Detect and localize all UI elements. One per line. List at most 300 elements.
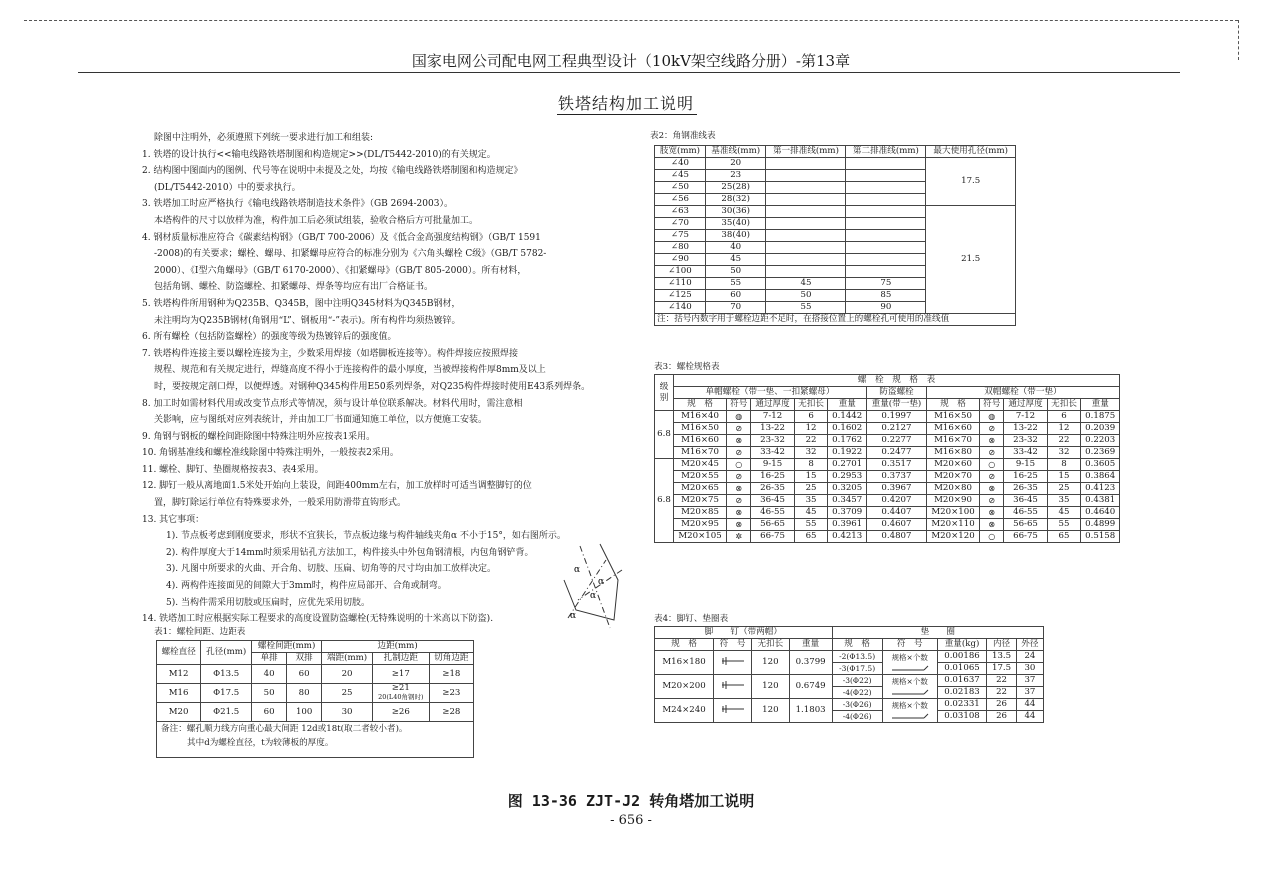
table-cell: M24×240 (655, 699, 714, 723)
column-header: 扎制边距 (372, 653, 429, 665)
column-header: 内径 (987, 639, 1017, 651)
table-cell: M20×85 (674, 507, 727, 519)
table-header-row (655, 387, 1120, 399)
column-header: 重量 (1081, 399, 1120, 411)
table-cell: 30 (322, 703, 373, 722)
table-row (655, 519, 1120, 531)
column-header: 无扣长 (752, 639, 790, 651)
table-cell: ∠40 (655, 158, 706, 170)
table-cell: 8 (1047, 459, 1081, 471)
table-cell: 22 (987, 675, 1017, 687)
note-line: 3). 凡图中所要求的火曲、开合角、切肢、压扁、切角等的尺寸均由加工放样决定。 (166, 564, 496, 575)
figure-caption: 图 13-36 ZJT-J2 转角塔加工说明 (507, 792, 755, 810)
table-cell: M20×75 (674, 495, 727, 507)
note-line: 2). 构件厚度大于14mm时须采用钻孔方法加工，构件接头中外包角钢清根，内包角钢铲背。 (166, 547, 534, 558)
bolt-symbol-icon: ⊗ (727, 519, 751, 531)
table-cell (846, 242, 926, 254)
table-cell: 55 (794, 519, 828, 531)
table-row (655, 495, 1120, 507)
note-line: 除图中注明外，必须遵照下列统一要求进行加工和组装: (154, 133, 374, 143)
note-line: 置，脚钉除运行单位有特殊要求外，一般采用防滑带直钩形式。 (154, 498, 407, 509)
note-line: 规程、规范和有关规定进行，焊缝高度不得小于连接构件的最小厚度，当被焊接构件厚8mm及以上 (154, 365, 546, 376)
note-line: 7. 铁塔构件连接主要以螺栓连接为主，少数采用焊接（如塔脚板连接等）。构件焊接应按照焊接 (142, 348, 518, 359)
table1-note-line1: 备注：螺孔顺力线方向重心最大间距 12d或18t(取二者较小者)。 (161, 724, 408, 734)
table-cell: 0.2477 (866, 447, 926, 459)
washer-symbol-label: 规格×个数 (891, 652, 928, 662)
table-cell: 24 (1016, 651, 1043, 663)
column-header: 螺栓直径 (157, 641, 201, 665)
table4-caption: 表4：脚钉、垫圈表 (654, 614, 729, 624)
table-cell: 0.1997 (866, 411, 926, 423)
table-cell: M16×60 (926, 423, 979, 435)
note-line: 4. 钢材质量标准应符合《碳素结构钢》（GB/T 700-2006）及《低合金高强度结构钢》（GB/T 1591 (142, 232, 541, 243)
bolt-symbol-icon: ◍ (727, 411, 751, 423)
table-cell: 0.02331 (937, 699, 987, 711)
table-cell: 0.4807 (866, 531, 926, 543)
note-line: 4). 两构件连接面见的间隙大于3mm时，构件应局部开、合角或制弯。 (166, 581, 447, 592)
table2-caption: 表2：角钢准线表 (650, 131, 716, 141)
column-header: 规 格 (674, 399, 727, 411)
table-cell: 32 (794, 447, 828, 459)
bolt-symbol-icon: ⊗ (980, 507, 1004, 519)
table-cell (846, 266, 926, 278)
note-line: -2008)的有关要求；螺栓、螺母、扣紧螺母应符合的标准分别为《六角头螺栓 C级》（GB/T 5782- (154, 249, 547, 260)
table-cell: 6 (794, 411, 828, 423)
column-header: 规 格 (655, 639, 714, 651)
note-line: 8. 加工时如需材料代用或改变节点形式等情况，须与设计单位联系解决。材料代用时，需注意相 (142, 398, 523, 409)
table-cell: 45 (705, 254, 766, 266)
column-header: 无扣长 (1047, 399, 1081, 411)
table-cell: ≥18 (429, 665, 473, 684)
table1-note-line2: 其中d为螺栓直径，t为较薄板的厚度。 (187, 738, 334, 748)
washer-symbol-icon (882, 675, 937, 699)
table-cell: 22 (1047, 435, 1081, 447)
step-bolt-washer-table (654, 626, 1044, 723)
table-cell: 0.3967 (866, 483, 926, 495)
table-cell: Φ21.5 (201, 703, 252, 722)
bolt-symbol-icon: ⊘ (980, 423, 1004, 435)
table-cell: -4(Φ26) (832, 711, 882, 723)
alpha-label-1: α (574, 565, 581, 575)
table-cell: 13.5 (987, 651, 1017, 663)
note-line: 2. 结构图中图面内的图例、代号等在说明中未提及之处，均按《输电线路铁塔制图和构造规定》 (142, 166, 523, 177)
table-cell: 25 (794, 483, 828, 495)
table-cell: ≥23 (429, 684, 473, 703)
table-cell: M16×50 (674, 423, 727, 435)
table-cell (766, 218, 846, 230)
table-header-row (655, 627, 1044, 639)
note-line: 1. 铁塔的设计执行<<输电线路铁塔制图和构造规定>>(DL/T5442-2010)的有关规定。 (142, 149, 496, 160)
bolt-symbol-icon: ⊘ (727, 423, 751, 435)
table-cell: ∠80 (655, 242, 706, 254)
table-cell: 66-75 (751, 531, 794, 543)
bolt-symbol-icon: ⊘ (727, 471, 751, 483)
table-cell: 0.02183 (937, 687, 987, 699)
washer-symbol-label: 规格×个数 (891, 700, 928, 710)
table-cell: M20×70 (926, 471, 979, 483)
column-header: 防盗螺栓 (866, 387, 926, 399)
table-cell: 85 (846, 290, 926, 302)
table-cell: ∠45 (655, 170, 706, 182)
table-cell: M16×40 (674, 411, 727, 423)
note-line: 6. 所有螺栓（包括防盗螺栓）的强度等级为热镀锌后的强度值。 (142, 332, 397, 343)
step-bolt-icon (714, 651, 752, 675)
table-cell: M20×65 (674, 483, 727, 495)
table-cell: M16×70 (674, 447, 727, 459)
table-cell: 23-32 (751, 435, 794, 447)
table-cell: M20×45 (674, 459, 727, 471)
table-row (655, 459, 1120, 471)
table-cell (372, 684, 429, 703)
table-cell: 0.4407 (866, 507, 926, 519)
table-cell (766, 194, 846, 206)
note-line: 13. 其它事项： (142, 514, 205, 525)
table-cell: 40 (252, 665, 287, 684)
table-cell: 0.3709 (828, 507, 867, 519)
table-cell: 36-45 (751, 495, 794, 507)
table-row (655, 651, 1044, 663)
table-cell: 0.6749 (789, 675, 832, 699)
table-header-row (655, 375, 1120, 387)
table-note-row (655, 314, 1016, 326)
gusset-angle-sketch (560, 540, 640, 630)
table-cell: 0.4381 (1081, 495, 1120, 507)
table-cell: 80 (287, 684, 322, 703)
table-cell: 60 (287, 665, 322, 684)
header-rule (78, 72, 1180, 73)
rolled-edge-value: ≥21 (391, 683, 410, 693)
table-cell: 55 (766, 302, 846, 314)
table-cell (766, 182, 846, 194)
table-cell: 23-32 (1004, 435, 1047, 447)
table-cell: 35 (1047, 495, 1081, 507)
note-line: 14. 铁塔加工时应根据实际工程要求的高度设置防盗螺栓(无特殊说明的十米高以下防盗). (142, 614, 494, 625)
doc-title: 铁塔结构加工说明 (557, 94, 694, 113)
table-cell: 15 (794, 471, 828, 483)
note-line: 2000）、《I型六角螺母》（GB/T 6170-2000）、《扣紧螺母》（GB/T 805-2000）。所有材料， (154, 265, 527, 276)
table-cell: 0.4207 (866, 495, 926, 507)
column-header: 最大使用孔径(mm) (926, 146, 1016, 158)
table-cell: 55 (705, 278, 766, 290)
table-cell: 0.2369 (1081, 447, 1120, 459)
column-header: 基准线(mm) (705, 146, 766, 158)
table-cell: 9-15 (1004, 459, 1047, 471)
table-cell: M20×55 (674, 471, 727, 483)
grade-cell: 6.8 (655, 459, 674, 543)
table-cell (846, 158, 926, 170)
table3-caption: 表3：螺栓规格表 (654, 362, 720, 372)
table-cell: 0.03108 (937, 711, 987, 723)
table-header-row (655, 146, 1016, 158)
table-cell: 0.4213 (828, 531, 867, 543)
washer-symbol-icon (882, 699, 937, 723)
doc-title-rule (557, 114, 697, 115)
table-cell (846, 254, 926, 266)
column-header: 规 格 (926, 399, 979, 411)
table-row (157, 684, 474, 703)
table-row (655, 206, 1016, 218)
table-cell: M20×80 (926, 483, 979, 495)
table-cell: 70 (705, 302, 766, 314)
table-cell (846, 182, 926, 194)
table-cell: 20 (322, 665, 373, 684)
angle-gauge-table (654, 145, 1016, 326)
table-cell: 0.3864 (1081, 471, 1120, 483)
table-cell: 0.2953 (828, 471, 867, 483)
note-line: 包括角钢、螺栓、防盗螺栓、扣紧螺母、焊条等均应有出厂合格证书。 (154, 282, 434, 293)
bolt-symbol-icon: ⊗ (980, 519, 1004, 531)
alpha-label-3: α (590, 591, 597, 601)
table-cell: 16-25 (751, 471, 794, 483)
table-cell: 25(28) (705, 182, 766, 194)
table-cell: 26 (987, 711, 1017, 723)
max-hole-cell: 21.5 (926, 206, 1016, 314)
table-note: 注：括号内数字用于螺栓边距不足时，在搭接位置上的螺栓孔可使用的准线值 (655, 314, 1016, 326)
bolt-symbol-icon: ◍ (980, 411, 1004, 423)
bolt-symbol-icon: ⊗ (727, 483, 751, 495)
table-cell: 7-12 (1004, 411, 1047, 423)
table-cell: 22 (794, 435, 828, 447)
table-cell: 0.5158 (1081, 531, 1120, 543)
table-cell: 28(32) (705, 194, 766, 206)
table-cell: 0.2701 (828, 459, 867, 471)
table-cell: 50 (766, 290, 846, 302)
table-cell: 0.3205 (828, 483, 867, 495)
column-header: 垫 圈 (832, 627, 1043, 639)
table-cell: 0.2203 (1081, 435, 1120, 447)
column-header: 单排 (252, 653, 287, 665)
table-cell: M16×50 (926, 411, 979, 423)
column-header: 重量 (828, 399, 867, 411)
table-cell: 1.1803 (789, 699, 832, 723)
table-cell: 45 (1047, 507, 1081, 519)
table-row (655, 411, 1120, 423)
table-cell: M20×95 (674, 519, 727, 531)
note-line: 本塔构件的尺寸以放样为准，构件加工后必须试组装，验收合格后方可批量加工。 (154, 215, 479, 226)
table1-note (156, 720, 474, 758)
table-cell: 0.3605 (1081, 459, 1120, 471)
table-row (655, 158, 1016, 170)
table-cell: M16×70 (926, 435, 979, 447)
table-cell: 37 (1016, 687, 1043, 699)
table-cell: M16×80 (926, 447, 979, 459)
table-cell: 40 (705, 242, 766, 254)
table-cell: ∠110 (655, 278, 706, 290)
table-cell (846, 218, 926, 230)
table-cell: 0.00186 (937, 651, 987, 663)
table-cell: 0.3737 (866, 471, 926, 483)
table-cell: ∠70 (655, 218, 706, 230)
table-cell: M16 (157, 684, 201, 703)
column-header: 符号 (727, 399, 751, 411)
table-cell: ∠140 (655, 302, 706, 314)
column-header: 符号 (980, 399, 1004, 411)
bolt-symbol-icon: ⊘ (980, 471, 1004, 483)
note-line: 5. 铁塔构件所用钢种为Q235B、Q345B，图中注明Q345材料为Q345B钢材， (142, 298, 461, 309)
grade-cell: 6.8 (655, 411, 674, 459)
table-cell: 0.3457 (828, 495, 867, 507)
table-cell (766, 170, 846, 182)
table-cell: 0.1602 (828, 423, 867, 435)
table-cell: 46-55 (751, 507, 794, 519)
table-cell: M20×100 (926, 507, 979, 519)
table-cell: ∠75 (655, 230, 706, 242)
table-cell: ∠125 (655, 290, 706, 302)
bolt-symbol-icon: ⊘ (727, 495, 751, 507)
table-cell: 0.2039 (1081, 423, 1120, 435)
table-cell: 12 (794, 423, 828, 435)
table-cell (372, 703, 429, 722)
table-cell: 26-35 (751, 483, 794, 495)
table-cell: 65 (1047, 531, 1081, 543)
bolt-symbol-icon: ⊘ (727, 447, 751, 459)
table-cell: 9-15 (751, 459, 794, 471)
table-cell: 75 (846, 278, 926, 290)
table-cell: 0.01065 (937, 663, 987, 675)
table-cell: 8 (794, 459, 828, 471)
table-cell: M20×120 (926, 531, 979, 543)
note-line: (DL/T5442-2010）中的要求执行。 (154, 182, 301, 193)
bolt-symbol-icon: ⊘ (980, 447, 1004, 459)
note-line: 9. 角钢与钢板的螺栓间距除图中特殊注明外应按表1采用。 (142, 431, 376, 442)
bolt-symbol-icon: ⊗ (980, 483, 1004, 495)
table-cell: M16×60 (674, 435, 727, 447)
table-cell: 0.4123 (1081, 483, 1120, 495)
table-cell (766, 206, 846, 218)
table-cell: 0.4607 (866, 519, 926, 531)
table-header-row (655, 399, 1120, 411)
table-cell (846, 230, 926, 242)
note-line: 11. 螺栓、脚钉、垫圈规格按表3、表4采用。 (142, 464, 324, 475)
table-cell: Φ17.5 (201, 684, 252, 703)
table-cell: M16×180 (655, 651, 714, 675)
table-cell: 22 (987, 687, 1017, 699)
table-cell: 0.2127 (866, 423, 926, 435)
table-cell: 100 (287, 703, 322, 722)
table-cell: ∠90 (655, 254, 706, 266)
table-cell: ≥28 (429, 703, 473, 722)
table-cell: 13-22 (751, 423, 794, 435)
table-row (655, 699, 1044, 711)
bolt-symbol-icon: ⊗ (727, 507, 751, 519)
table-cell: 0.3799 (789, 651, 832, 675)
table-cell: 0.1922 (828, 447, 867, 459)
bolt-symbol-icon: ✲ (727, 531, 751, 543)
rolled-edge-subnote: 20(L40角钢时) (378, 693, 424, 701)
table-cell: 30 (1016, 663, 1043, 675)
table-cell (766, 254, 846, 266)
table-cell: 56-65 (1004, 519, 1047, 531)
table-cell: ∠50 (655, 182, 706, 194)
table-cell: 26-35 (1004, 483, 1047, 495)
column-header: 重量(kg) (937, 639, 987, 651)
note-line: 12. 脚钉一般从离地面1.5米处开始向上装设，间距400mm左右，加工放样时可适当调整脚钉的位 (142, 481, 532, 492)
table-cell: 0.1442 (828, 411, 867, 423)
table-cell: 25 (1047, 483, 1081, 495)
note-line: 3. 铁塔加工时应严格执行《输电线路铁塔制造技术条件》（GB 2694-2003）。 (142, 199, 453, 210)
table-cell: 36-45 (1004, 495, 1047, 507)
table-cell: Φ13.5 (201, 665, 252, 684)
column-header: 单帽螺栓（带一垫、一扣紧螺母） (674, 387, 867, 399)
bolt-spec-table (654, 374, 1120, 543)
table-cell: 56-65 (751, 519, 794, 531)
table-cell: -4(Φ22) (832, 687, 882, 699)
bolt-symbol-icon: ○ (980, 459, 1004, 471)
header-title: 国家电网公司配电网工程典型设计（10kV架空线路分册）-第13章 (411, 52, 851, 70)
table-cell: 35 (794, 495, 828, 507)
note-line: 时，要按规定剖口焊，以便焊透。对钢种Q345构件用E50系列焊条，对Q235构件焊接时使用E43系列焊条。 (154, 381, 591, 392)
column-header: 通过厚度 (1004, 399, 1047, 411)
column-header: 螺栓间距(mm) (252, 641, 322, 653)
washer-symbol-icon (882, 651, 937, 675)
column-header: 级别 (655, 375, 674, 411)
table-cell: 25 (322, 684, 373, 703)
table-cell: 0.2277 (866, 435, 926, 447)
alpha-label-4: α (570, 611, 577, 621)
table-cell (846, 194, 926, 206)
table-cell (766, 230, 846, 242)
table-row (655, 483, 1120, 495)
table-cell: 90 (846, 302, 926, 314)
table-cell (846, 206, 926, 218)
table-cell: 23 (705, 170, 766, 182)
table-cell: 37 (1016, 675, 1043, 687)
table-cell: 33-42 (1004, 447, 1047, 459)
column-header: 重量(带一垫) (866, 399, 926, 411)
column-header: 外径 (1016, 639, 1043, 651)
table-cell: 13-22 (1004, 423, 1047, 435)
alpha-label-2: α (598, 577, 605, 587)
table-cell: 45 (794, 507, 828, 519)
table-cell: ∠63 (655, 206, 706, 218)
table-cell: 60 (252, 703, 287, 722)
column-header: 脚 钉（带两帽） (655, 627, 833, 639)
table-row (655, 507, 1120, 519)
table-cell: 6 (1047, 411, 1081, 423)
table-row (655, 435, 1120, 447)
column-header: 规 格 (832, 639, 882, 651)
table-cell: M20×60 (926, 459, 979, 471)
table-cell (846, 170, 926, 182)
table-cell: 0.1875 (1081, 411, 1120, 423)
table-cell: -3(Φ26) (832, 699, 882, 711)
table-row (157, 703, 474, 722)
table-cell: 55 (1047, 519, 1081, 531)
table-cell: 0.4899 (1081, 519, 1120, 531)
table-cell: 33-42 (751, 447, 794, 459)
table-cell: 12 (1047, 423, 1081, 435)
column-header: 无扣长 (794, 399, 828, 411)
table-cell (766, 242, 846, 254)
table-row (157, 665, 474, 684)
table-cell: 45 (766, 278, 846, 290)
table-cell: M20×105 (674, 531, 727, 543)
table-row (655, 447, 1120, 459)
bolt-spacing-table (156, 640, 474, 722)
table-cell: 0.01637 (937, 675, 987, 687)
table-cell: 30(36) (705, 206, 766, 218)
column-header: 边距(mm) (322, 641, 474, 653)
bolt-symbol-icon: ○ (727, 459, 751, 471)
note-line: 未注明均为Q235B钢材(角钢用“L”、钢板用“-”表示)。所有构件均须热镀锌。 (154, 315, 461, 326)
table-cell: 66-75 (1004, 531, 1047, 543)
table-cell: 120 (752, 699, 790, 723)
bolt-symbol-icon: ○ (980, 531, 1004, 543)
table1-caption: 表1：螺栓间距、边距表 (154, 627, 246, 637)
table-row (655, 531, 1120, 543)
table-cell: 46-55 (1004, 507, 1047, 519)
bolt-symbol-icon: ⊗ (727, 435, 751, 447)
